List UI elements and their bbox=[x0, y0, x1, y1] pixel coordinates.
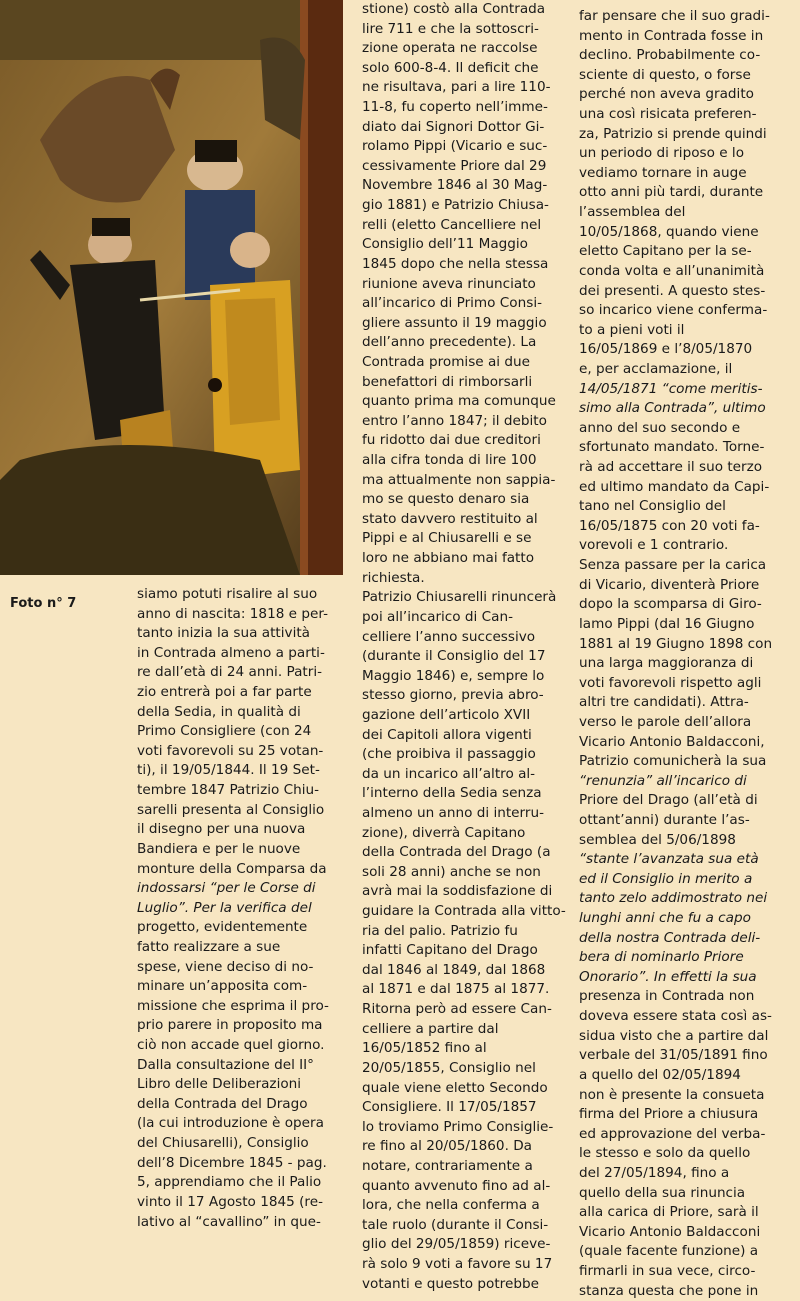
text-line: solo 600-8-4. Il deficit che bbox=[362, 59, 539, 76]
text-line: ne risultava, pari a lire 110- bbox=[362, 79, 551, 96]
text-line: Libro delle Deliberazioni bbox=[137, 1076, 302, 1093]
text-line: ria del palio. Patrizio fu bbox=[362, 922, 518, 939]
text-line: Priore del Drago (all’età di bbox=[579, 792, 758, 809]
text-line: ottant’anni) durante l’as- bbox=[579, 811, 750, 828]
text-line: una così risicata preferen- bbox=[579, 106, 757, 123]
text-line: zio entrerà poi a far parte bbox=[137, 684, 312, 701]
text-line: poi all’incarico di Can- bbox=[362, 608, 513, 625]
text-line: 10/05/1868, quando viene bbox=[579, 223, 759, 240]
text-line: (la cui introduzione è opera bbox=[137, 1115, 324, 1132]
text-line: avrà mai la soddisfazione di bbox=[362, 883, 553, 900]
text-line: firma del Priore a chiusura bbox=[579, 1106, 759, 1123]
text-line: Ritorna però ad essere Can- bbox=[362, 1001, 552, 1018]
text-line: dal 1846 al 1849, dal 1868 bbox=[362, 961, 546, 978]
text-line: to a pieni voti il bbox=[579, 321, 685, 338]
text-column-3 bbox=[579, 7, 794, 1301]
text-line: presenza in Contrada non bbox=[579, 988, 755, 1005]
text-line: (durante il Consiglio del 17 bbox=[362, 648, 546, 665]
text-line: ciò non accade quel giorno. bbox=[137, 1037, 325, 1054]
text-line: zione), diverrà Capitano bbox=[362, 824, 526, 841]
text-line: progetto, evidentemente bbox=[137, 919, 308, 936]
text-line: anno del suo secondo e bbox=[579, 419, 741, 436]
text-line: al 1871 e dal 1875 al 1877. bbox=[362, 981, 550, 998]
text-line: sfortunato mandato. Torne- bbox=[579, 439, 765, 456]
text-line: rolamo Pippi (Vicario e suc- bbox=[362, 138, 548, 155]
text-line: Contrada promise ai due bbox=[362, 353, 531, 370]
text-line: 16/05/1875 con 20 voti fa- bbox=[579, 517, 760, 534]
text-line: za, Patrizio si prende quindi bbox=[579, 125, 767, 142]
text-line: votanti e questo potrebbe bbox=[362, 1275, 539, 1292]
text-line: (quale facente funzione) a bbox=[579, 1243, 759, 1260]
text-line: rà solo 9 voti a favore su 17 bbox=[362, 1256, 553, 1272]
text-line: del 27/05/1894, fino a bbox=[579, 1164, 730, 1181]
text-line: Senza passare per la carica bbox=[579, 557, 767, 574]
text-line: entro l’anno 1847; il debito bbox=[362, 412, 547, 429]
text-line: dell’anno precedente). La bbox=[362, 334, 537, 351]
text-line: ed ultimo mandato da Capi- bbox=[579, 478, 770, 495]
text-line: infatti Capitano del Drago bbox=[362, 942, 538, 959]
photo-caption: Foto n° 7 bbox=[10, 596, 77, 611]
text-line: fatto realizzare a sue bbox=[137, 938, 281, 955]
text-line: Patrizio comunicherà la sua bbox=[579, 753, 767, 770]
text-line: re fino al 20/05/1860. Da bbox=[362, 1138, 533, 1155]
text-line: gio 1881) e Patrizio Chiusa- bbox=[362, 197, 549, 214]
text-line: 5, apprendiamo che il Palio bbox=[137, 1174, 322, 1191]
text-line: lunghi anni che fu a capo bbox=[579, 910, 751, 927]
text-line: verso le parole dell’allora bbox=[579, 713, 752, 730]
text-line: dopo la scomparsa di Giro- bbox=[579, 596, 762, 613]
text-line: tembre 1847 Patrizio Chiu- bbox=[137, 782, 320, 799]
text-line: diato dai Signori Dottor Gi- bbox=[362, 118, 545, 135]
text-line: verbale del 31/05/1891 fino bbox=[579, 1047, 768, 1064]
text-line: sciente di questo, o forse bbox=[579, 66, 751, 83]
text-line: missione che esprima il pro- bbox=[137, 997, 329, 1014]
text-line: semblea del 5/06/1898 bbox=[579, 831, 736, 848]
text-line: Consiglio dell’11 Maggio bbox=[362, 236, 528, 253]
text-line: gliere assunto il 19 maggio bbox=[362, 314, 547, 331]
text-line: gazione dell’articolo XVII bbox=[362, 706, 531, 723]
text-line: in Contrada almeno a parti- bbox=[137, 644, 325, 661]
text-line: vorevoli e 1 contrario. bbox=[579, 537, 729, 554]
text-line: sarelli presenta al Consiglio bbox=[137, 801, 325, 818]
text-line: doveva essere stata così as- bbox=[579, 1008, 772, 1025]
text-line: tale ruolo (durante il Consi- bbox=[362, 1216, 549, 1233]
text-line: non è presente la consueta bbox=[579, 1086, 765, 1103]
text-column-1 bbox=[137, 585, 352, 1232]
text-line: ed approvazione del verba- bbox=[579, 1125, 766, 1142]
text-line: eletto Capitano per la se- bbox=[579, 243, 752, 260]
text-line: Vicario Antonio Baldacconi bbox=[579, 1223, 761, 1240]
text-line: quanto prima ma comunque bbox=[362, 393, 556, 410]
text-line: del Chiusarelli), Consiglio bbox=[137, 1135, 309, 1152]
text-line: spese, viene deciso di no- bbox=[137, 958, 314, 975]
text-line: le stesso e solo da quello bbox=[579, 1145, 751, 1162]
text-line: Primo Consigliere (con 24 bbox=[137, 723, 312, 740]
text-line: lamo Pippi (dal 16 Giugno bbox=[579, 615, 755, 632]
text-line: della Contrada del Drago bbox=[137, 1095, 308, 1112]
text-line: 20/05/1855, Consiglio nel bbox=[362, 1059, 536, 1076]
text-line: lora, che nella conferma a bbox=[362, 1197, 540, 1214]
text-line: soli 28 anni) anche se non bbox=[362, 863, 541, 880]
text-line: far pensare che il suo gradi- bbox=[579, 8, 770, 24]
painting-illustration bbox=[0, 0, 343, 575]
text-line: Pippi e al Chiusarelli e se bbox=[362, 530, 532, 547]
text-line: celliere l’anno successivo bbox=[362, 628, 536, 645]
text-line: vediamo tornare in auge bbox=[579, 164, 747, 181]
text-line: almeno un anno di interru- bbox=[362, 804, 544, 821]
painting-photo bbox=[0, 0, 343, 575]
text-line: 16/05/1869 e l’8/05/1870 bbox=[579, 341, 753, 358]
text-line: loro ne abbiano mai fatto bbox=[362, 550, 535, 567]
text-line: tanto zelo addimostrato nei bbox=[579, 890, 768, 907]
text-line: della nostra Contrada deli- bbox=[579, 929, 761, 946]
text-line: voti favorevoli su 25 votan- bbox=[137, 742, 324, 759]
text-line: alla carica di Priore, sarà il bbox=[579, 1204, 759, 1221]
text-line: l’assemblea del bbox=[579, 204, 686, 221]
text-line: Vicario Antonio Baldacconi, bbox=[579, 733, 765, 750]
text-line: otto anni più tardi, durante bbox=[579, 184, 764, 201]
text-line: dei Capitoli allora vigenti bbox=[362, 726, 532, 743]
text-line: dei presenti. A questo stes- bbox=[579, 282, 766, 299]
text-line: mento in Contrada fosse in bbox=[579, 27, 764, 44]
text-line: altri tre candidati). Attra- bbox=[579, 694, 749, 711]
text-line: siamo potuti risalire al suo bbox=[137, 586, 318, 602]
text-line: monture della Comparsa da bbox=[137, 860, 327, 877]
text-line: della Contrada del Drago (a bbox=[362, 844, 551, 861]
text-line: anno di nascita: 1818 e per- bbox=[137, 605, 328, 622]
text-line: tano nel Consiglio del bbox=[579, 498, 726, 515]
text-line: celliere a partire dal bbox=[362, 1020, 499, 1037]
text-line: declino. Probabilmente co- bbox=[579, 47, 761, 64]
text-line: da un incarico all’altro al- bbox=[362, 765, 536, 782]
text-line: riunione aveva rinunciato bbox=[362, 275, 536, 292]
text-line: bera di nominarlo Priore bbox=[579, 949, 744, 966]
text-column-2 bbox=[362, 0, 574, 1294]
text-line: conda volta e all’unanimità bbox=[579, 262, 765, 279]
text-line: firmarli in sua vece, circo- bbox=[579, 1263, 756, 1279]
text-line: rà ad accettare il suo terzo bbox=[579, 459, 763, 476]
text-line: simo alla Contrada”, ultimo bbox=[579, 400, 766, 417]
text-line: 1881 al 19 Giugno 1898 con bbox=[579, 635, 773, 652]
text-line: zione operata ne raccolse bbox=[362, 40, 538, 57]
text-line: minare un’apposita com- bbox=[137, 978, 308, 995]
text-line: Bandiera e per le nuove bbox=[137, 840, 301, 857]
text-line: di Vicario, diventerà Priore bbox=[579, 576, 760, 593]
text-line: ti), il 19/05/1844. Il 19 Set- bbox=[137, 762, 320, 779]
text-line: quale viene eletto Secondo bbox=[362, 1079, 548, 1096]
text-line: vinto il 17 Agosto 1845 (re- bbox=[137, 1193, 323, 1210]
text-line: un periodo di riposo e lo bbox=[579, 145, 745, 162]
text-line: lo troviamo Primo Consiglie- bbox=[362, 1118, 554, 1135]
text-line: Dalla consultazione del II° bbox=[137, 1056, 314, 1073]
text-line: a quello del 02/05/1894 bbox=[579, 1066, 741, 1083]
text-line: quanto avvenuto fino ad al- bbox=[362, 1177, 551, 1194]
text-line: 14/05/1871 “come meritis- bbox=[579, 380, 763, 397]
text-line: lativo al “cavallino” in que- bbox=[137, 1213, 321, 1230]
text-line: so incarico viene conferma- bbox=[579, 302, 768, 319]
text-line: ed il Consiglio in merito a bbox=[579, 870, 753, 887]
text-line: guidare la Contrada alla vitto- bbox=[362, 903, 566, 920]
text-line: Maggio 1846) e, sempre lo bbox=[362, 667, 545, 684]
text-line: 11-8, fu coperto nell’imme- bbox=[362, 99, 548, 116]
text-line: tanto inizia la sua attività bbox=[137, 625, 311, 642]
text-line: e, per acclamazione, il bbox=[579, 360, 733, 377]
text-line: benefattori di rimborsarli bbox=[362, 373, 533, 390]
text-line: Patrizio Chiusarelli rinuncerà bbox=[362, 589, 557, 606]
text-line: lire 711 e che la sottoscri- bbox=[362, 20, 539, 37]
text-line: dell’8 Dicembre 1845 - pag. bbox=[137, 1154, 327, 1171]
text-line: notare, contrariamente a bbox=[362, 1157, 533, 1174]
text-line: stato davvero restituito al bbox=[362, 510, 538, 527]
text-line: 1845 dopo che nella stessa bbox=[362, 255, 549, 272]
text-line: Consigliere. Il 17/05/1857 bbox=[362, 1099, 537, 1116]
text-line: voti favorevoli rispetto agli bbox=[579, 674, 762, 691]
text-line: Luglio”. Per la verifica del bbox=[137, 899, 312, 916]
text-line: sidua visto che a partire dal bbox=[579, 1027, 769, 1044]
text-line: fu ridotto dai due creditori bbox=[362, 432, 541, 449]
text-line: richiesta. bbox=[362, 569, 425, 586]
text-line: cessivamente Priore dal 29 bbox=[362, 157, 547, 174]
text-line: ma attualmente non sappia- bbox=[362, 471, 556, 488]
text-line: una larga maggioranza di bbox=[579, 655, 754, 672]
text-line: Onorario”. In effetti la sua bbox=[579, 968, 757, 985]
text-line: “stante l’avanzata sua età bbox=[579, 851, 759, 868]
text-line: stione) costò alla Contrada bbox=[362, 1, 546, 17]
text-line: relli (eletto Cancelliere nel bbox=[362, 216, 542, 233]
text-line: mo se questo denaro sia bbox=[362, 491, 530, 508]
text-line: glio del 29/05/1859) riceve- bbox=[362, 1236, 551, 1253]
text-line: alla cifra tonda di lire 100 bbox=[362, 452, 537, 469]
text-line: prio parere in proposito ma bbox=[137, 1017, 323, 1034]
text-line: l’interno della Sedia senza bbox=[362, 785, 542, 802]
text-line: “renunzia” all’incarico di bbox=[579, 772, 747, 789]
text-line: quello della sua rinuncia bbox=[579, 1184, 746, 1201]
text-line: stanza questa che pone in bbox=[579, 1282, 759, 1299]
text-line: stesso giorno, previa abro- bbox=[362, 687, 544, 704]
text-line: 16/05/1852 fino al bbox=[362, 1040, 487, 1057]
text-line: perché non aveva gradito bbox=[579, 86, 754, 103]
text-line: della Sedia, in qualità di bbox=[137, 703, 301, 720]
text-line: all’incarico di Primo Consi- bbox=[362, 295, 542, 312]
text-line: indossarsi “per le Corse di bbox=[137, 880, 316, 897]
text-line: re dall’età di 24 anni. Patri- bbox=[137, 664, 322, 681]
text-line: Novembre 1846 al 30 Mag- bbox=[362, 177, 548, 194]
text-line: il disegno per una nuova bbox=[137, 821, 306, 838]
text-line: (che proibiva il passaggio bbox=[362, 746, 536, 763]
